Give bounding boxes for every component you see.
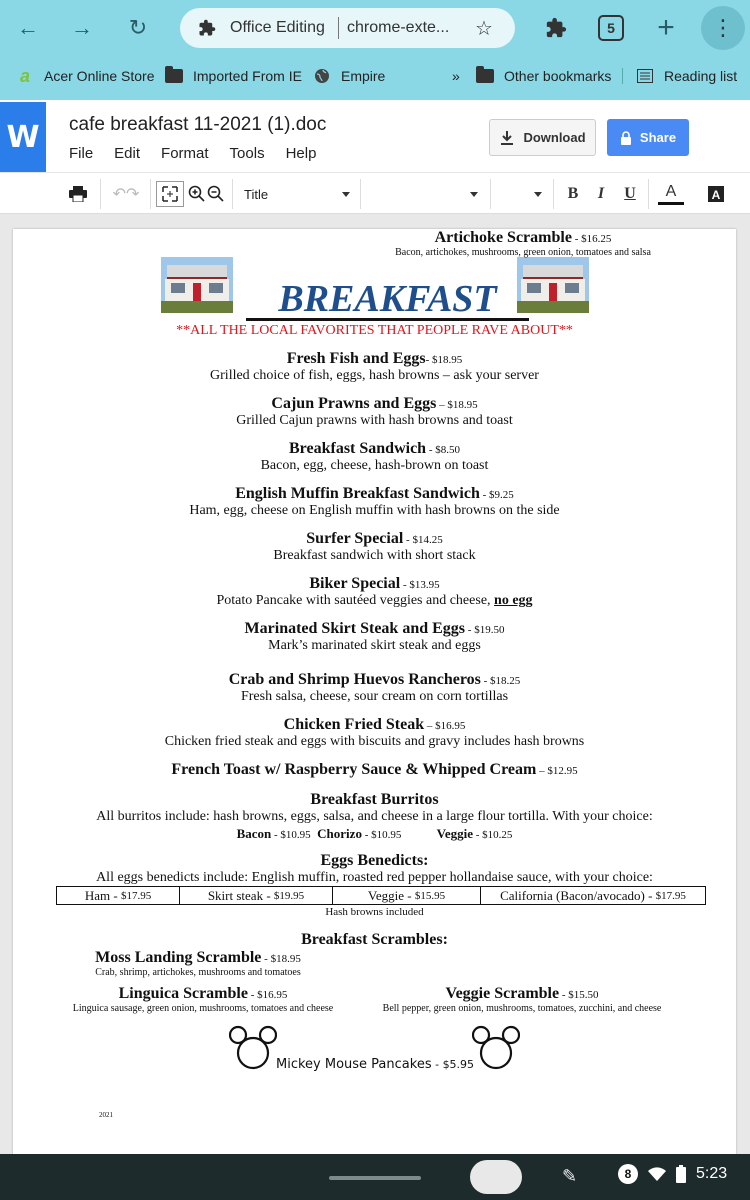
chevron-down-icon	[470, 192, 478, 197]
item-description: Linguica sausage, green onion, mushrooms, tomatoes and cheese	[72, 1003, 334, 1014]
toolbar-divider	[360, 179, 361, 209]
item-description: Breakfast sandwich with short stack	[273, 548, 476, 563]
item-price: $18.25	[490, 675, 521, 687]
reading-list-icon	[636, 68, 654, 84]
menu-item	[13, 620, 736, 654]
item-description: Chicken fried steak and eggs with biscuits and gravy includes hash browns	[164, 734, 585, 749]
item-name: Biker Special	[309, 575, 401, 592]
acer-icon: a	[19, 65, 30, 86]
share-label: Share	[639, 130, 677, 145]
item-separator: -	[403, 534, 413, 546]
option-price: $10.95	[280, 829, 311, 841]
bookmark-label: Reading list	[664, 68, 738, 84]
print-icon[interactable]	[66, 181, 90, 207]
mickey-pancakes: Mickey Mouse Pancakes - $5.95	[276, 1057, 475, 1072]
new-tab-plus-icon[interactable]: +	[657, 11, 675, 44]
toolbar-divider	[100, 179, 101, 209]
shelf-handle[interactable]	[329, 1176, 421, 1180]
download-label: Download	[523, 130, 586, 145]
font-family-select[interactable]	[366, 181, 484, 207]
reading-list[interactable]	[622, 68, 737, 84]
item-name: Breakfast Sandwich	[289, 440, 427, 457]
item-name: English Muffin Breakfast Sandwich	[235, 485, 480, 502]
table-cell: Skirt steak - $19.95	[180, 887, 333, 904]
download-icon	[499, 130, 515, 146]
item-description: Ham, egg, cheese on English muffin with hash browns on the side	[189, 503, 560, 518]
download-button[interactable]	[489, 119, 596, 156]
globe-icon	[313, 68, 331, 84]
share-button[interactable]	[607, 119, 689, 156]
menu-title: BREAKFAST	[246, 277, 529, 321]
svg-text:A: A	[711, 188, 721, 202]
item-name: Fresh Fish and Eggs	[286, 350, 426, 367]
toolbar-divider	[150, 179, 151, 209]
burritos-section	[13, 791, 736, 842]
item-separator: -	[425, 354, 433, 366]
clock-time: 5:23	[696, 1165, 728, 1182]
table-cell: Ham - $17.95	[57, 887, 180, 904]
item-description-text: Potato Pancake with sautéed veggies and cheese,	[216, 593, 495, 608]
font-size-select[interactable]	[496, 181, 548, 207]
menu-format[interactable]: Format	[161, 145, 209, 162]
item-description: Grilled Cajun prawns with hash browns and toast	[236, 413, 513, 428]
section-description: All eggs benedicts include: English muffin, roasted red pepper hollandaise sauce, with your choice:	[96, 870, 653, 885]
forward-icon[interactable]: →	[71, 15, 93, 40]
bookmarks-bar	[0, 56, 750, 100]
bookmark-acer[interactable]	[16, 65, 155, 86]
item-price: $15.50	[568, 989, 599, 1001]
zoom-in-icon[interactable]	[187, 181, 207, 207]
bookmark-imported-ie[interactable]	[165, 68, 302, 84]
app-header	[0, 102, 750, 172]
item-name: Cajun Prawns and Eggs	[271, 395, 437, 412]
item-price: $18.95	[432, 354, 463, 366]
bookmark-label: Other bookmarks	[504, 68, 612, 84]
omnibox-separator	[338, 17, 339, 39]
item-name: Marinated Skirt Steak and Eggs	[244, 620, 466, 637]
section-title: Eggs Benedicts:	[320, 852, 429, 869]
menu-edit[interactable]: Edit	[114, 145, 141, 162]
document-title[interactable]: cafe breakfast 11-2021 (1).doc	[69, 114, 327, 135]
item-description: Bacon, egg, cheese, hash-brown on toast	[260, 458, 489, 473]
item-description: Grilled choice of fish, eggs, hash browns – ask your server	[210, 368, 539, 383]
item-price: $18.95	[447, 399, 478, 411]
scramble-item: Linguica Scramble - $16.95 Linguica sausage, green onion, mushrooms, tomatoes and cheese	[53, 985, 353, 1014]
tagline: **ALL THE LOCAL FAVORITES THAT PEOPLE RAVE ABOUT**	[176, 323, 573, 338]
item-separator: –	[424, 720, 436, 732]
menu-item	[13, 440, 736, 474]
menu-file[interactable]: File	[69, 145, 94, 162]
item-separator: -	[480, 675, 491, 687]
item-price: $16.95	[435, 720, 466, 732]
mickey-ears-icon	[472, 1025, 520, 1071]
scramble-item: Moss Landing Scramble - $18.95 Crab, shrimp, artichokes, mushrooms and tomatoes	[53, 949, 343, 978]
item-separator: –	[536, 765, 548, 777]
bookmark-star-icon[interactable]: ☆	[475, 17, 493, 40]
mickey-ears-icon	[229, 1025, 277, 1071]
benedicts-section	[13, 852, 736, 886]
toolbar-divider	[232, 179, 233, 209]
item-name: Linguica Scramble	[118, 985, 248, 1002]
item-price: $19.50	[474, 624, 505, 636]
option-price: $10.95	[371, 829, 402, 841]
reload-icon[interactable]: ↻	[128, 15, 148, 40]
highlight-icon	[708, 186, 724, 202]
item-price: $18.95	[270, 953, 301, 965]
menu-item	[13, 575, 736, 609]
paragraph-style-select[interactable]	[244, 181, 354, 207]
browser-toolbar	[0, 0, 750, 56]
item-name: Veggie Scramble	[445, 985, 560, 1002]
extensions-puzzle-icon[interactable]	[540, 12, 572, 44]
table-cell: California (Bacon/avocado) - $17.95	[500, 887, 686, 903]
menu-item	[13, 530, 736, 564]
folder-icon	[165, 68, 183, 84]
menu-item	[13, 395, 736, 429]
os-shelf	[0, 1154, 750, 1200]
item-price: $16.95	[257, 989, 288, 1001]
word-logo-icon: W	[0, 102, 46, 172]
item-price: $14.25	[412, 534, 443, 546]
menu-item	[13, 716, 736, 750]
undo-redo-icon[interactable]: ↶↷	[112, 186, 140, 203]
notification-count: 8	[618, 1164, 638, 1184]
url-text: chrome-exte...	[347, 19, 450, 36]
option-name: Chorizo	[317, 826, 362, 841]
item-separator: -	[400, 579, 410, 591]
italic-button[interactable]: I	[597, 185, 605, 202]
item-price: $16.25	[581, 233, 612, 245]
section-title: Breakfast Burritos	[310, 791, 439, 808]
item-price: $13.95	[409, 579, 440, 591]
wifi-icon	[648, 1167, 666, 1181]
item-separator: –	[436, 399, 448, 411]
burrito-options: Bacon - $10.95 Chorizo - $10.95 Veggie - $10.25	[236, 826, 513, 841]
scramble-item: Veggie Scramble - $15.50 Bell pepper, green onion, mushrooms, tomatoes, zucchini, and cheese	[367, 985, 677, 1014]
scramble-item: Artichoke Scramble - $16.25 Bacon, artichokes, mushrooms, green onion, tomatoes and salsa	[373, 229, 673, 258]
menu-item	[13, 671, 736, 705]
chevron-down-icon	[342, 192, 350, 197]
item-separator: -	[426, 444, 436, 456]
fit-page-icon[interactable]	[156, 181, 184, 207]
menu-item	[13, 761, 736, 779]
item-price: $12.95	[547, 765, 578, 777]
lock-icon	[620, 131, 632, 145]
tab-title: Office Editing	[230, 19, 325, 36]
item-description: Crab, shrimp, artichokes, mushrooms and tomatoes	[95, 967, 301, 978]
highlight-button[interactable]	[706, 181, 726, 207]
bookmarks-overflow-chevron[interactable]: »	[452, 68, 460, 84]
chevron-down-icon	[534, 192, 542, 197]
back-icon[interactable]: ←	[17, 15, 39, 40]
item-name: Crab and Shrimp Huevos Rancheros	[228, 671, 481, 688]
item-separator: -	[465, 624, 475, 636]
benedicts-note: Hash browns included	[325, 906, 424, 918]
cafe-photo-right	[517, 257, 589, 313]
item-description: Mark’s marinated skirt steak and eggs	[268, 638, 481, 653]
item-description: Bacon, artichokes, mushrooms, green onion, tomatoes and salsa	[395, 247, 651, 258]
item-description	[13, 593, 736, 609]
footer-year: 2021	[99, 1111, 113, 1119]
table-cell: Veggie - $15.95	[333, 887, 481, 904]
folder-icon	[476, 68, 494, 84]
cafe-photo-left	[161, 257, 233, 313]
bookmark-label: Acer Online Store	[44, 68, 155, 84]
menu-bar	[69, 145, 337, 162]
stylus-pen-icon[interactable]: ✎	[562, 1166, 578, 1186]
extension-icon	[196, 17, 218, 39]
scrambles-section	[13, 931, 736, 949]
item-separator: -	[479, 489, 490, 501]
menu-item	[13, 485, 736, 519]
item-price: $8.50	[435, 444, 460, 456]
option-price: $10.25	[482, 829, 513, 841]
bookmark-label: Imported From IE	[193, 68, 302, 84]
battery-icon	[676, 1165, 686, 1183]
underline-button[interactable]: U	[624, 185, 636, 202]
bookmark-label: Empire	[341, 68, 386, 84]
bookmark-empire[interactable]	[313, 68, 385, 84]
benedicts-table	[56, 886, 706, 905]
item-description: Fresh salsa, cheese, sour cream on corn tortillas	[240, 689, 509, 704]
bookmark-other[interactable]	[476, 68, 611, 84]
section-title: Breakfast Scrambles:	[301, 931, 448, 948]
omnibox[interactable]	[180, 8, 515, 48]
status-tray[interactable]	[618, 1164, 727, 1184]
font-color-button[interactable]: A	[658, 181, 684, 205]
item-name: Surfer Special	[306, 530, 404, 547]
item-name: Chicken Fried Steak	[283, 716, 425, 733]
chrome-menu-icon[interactable]: ⋮	[701, 6, 745, 50]
item-name: Artichoke Scramble	[434, 229, 572, 246]
item-name: Mickey Mouse Pancakes	[276, 1057, 432, 1072]
no-egg-emphasis: no egg	[494, 593, 533, 608]
menu-help[interactable]: Help	[285, 145, 317, 162]
item-name: Moss Landing Scramble	[95, 949, 262, 966]
toolbar-divider	[648, 179, 649, 209]
option-name: Bacon	[236, 826, 272, 841]
section-description: All burritos include: hash browns, eggs, salsa, and cheese in a large flour tortilla. With your choice:	[96, 809, 653, 824]
item-description: Bell pepper, green onion, mushrooms, tomatoes, zucchini, and cheese	[382, 1003, 662, 1014]
item-price: $9.25	[489, 489, 514, 501]
format-toolbar	[0, 172, 750, 214]
bold-button[interactable]: B	[567, 185, 579, 202]
menu-item	[13, 350, 736, 384]
item-name: French Toast w/ Raspberry Sauce & Whipped Cream	[171, 761, 537, 778]
document-page[interactable]	[13, 229, 736, 1169]
menu-tools[interactable]: Tools	[229, 145, 265, 162]
toolbar-divider	[490, 179, 491, 209]
option-name: Veggie	[436, 826, 473, 841]
window-thumbnail[interactable]	[470, 1160, 522, 1194]
toolbar-divider	[553, 179, 554, 209]
paragraph-style-value: Title	[244, 186, 269, 202]
zoom-out-icon[interactable]	[206, 181, 226, 207]
tab-count-button[interactable]: 5	[598, 15, 624, 41]
item-price: $5.95	[442, 1058, 475, 1071]
